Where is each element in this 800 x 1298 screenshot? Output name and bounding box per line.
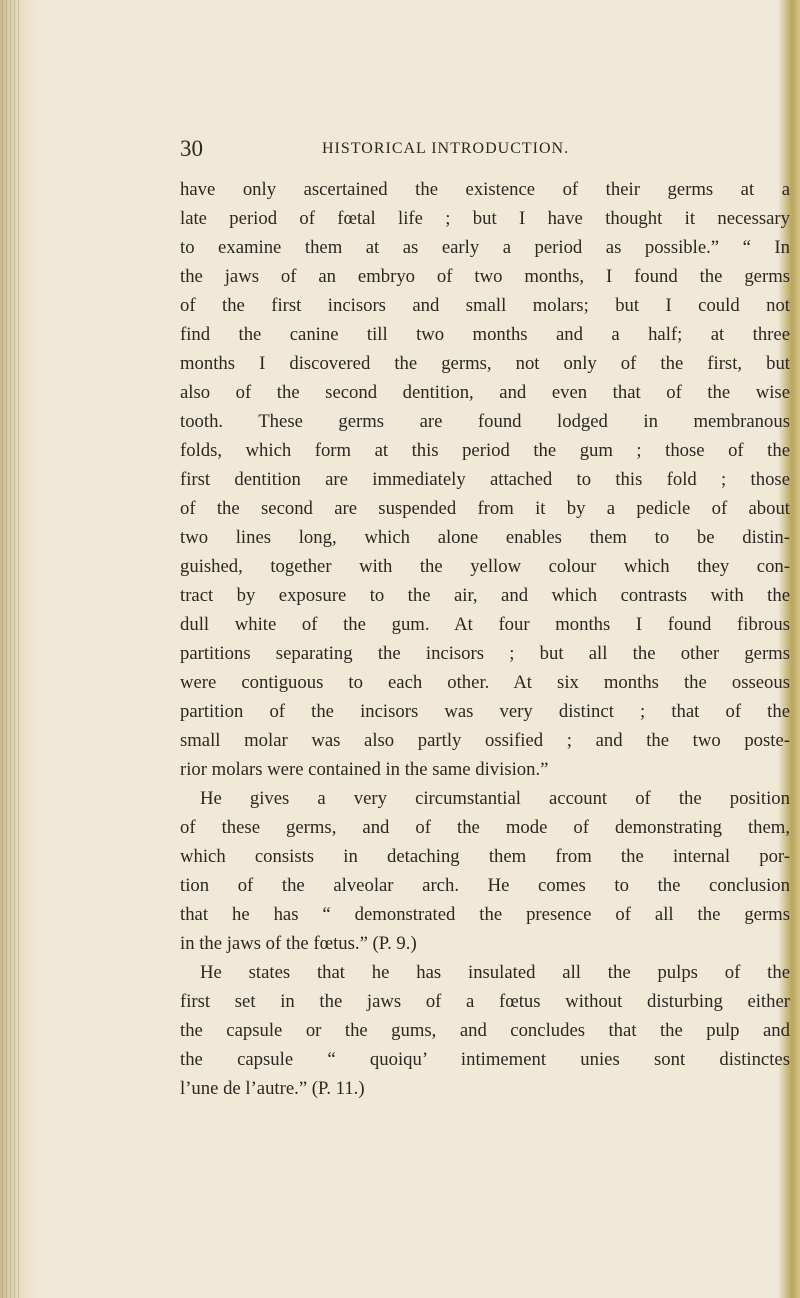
text-line: dull white of the gum. At four months I found fibrous bbox=[180, 614, 790, 635]
page-number: 30 bbox=[180, 136, 203, 161]
text-line: months I discovered the germs, not only of the first, but bbox=[180, 353, 790, 374]
text-line: guished, together with the yellow colour which they con- bbox=[180, 556, 790, 577]
text-line: tract by exposure to the air, and which contrasts with the bbox=[180, 585, 790, 606]
paragraph-first-line: He states that he has insulated all the pulps of the bbox=[200, 962, 790, 983]
text-line: of these germs, and of the mode of demonstrating them, bbox=[180, 817, 790, 838]
text-line: the jaws of an embryo of two months, I found the germs bbox=[180, 266, 790, 287]
paragraph-first-line: He gives a very circumstantial account of the position bbox=[200, 788, 790, 809]
text-line: late period of fœtal life ; but I have thought it necessary bbox=[180, 208, 790, 229]
running-head: HISTORICAL INTRODUCTION. bbox=[322, 140, 570, 157]
text-line: were contiguous to each other. At six months the osseous bbox=[180, 672, 790, 693]
page-header bbox=[180, 134, 640, 164]
text-line: partitions separating the incisors ; but all the other germs bbox=[180, 643, 790, 664]
text-line: the capsule or the gums, and concludes that the pulp and bbox=[180, 1020, 790, 1041]
text-line: to examine them at as early a period as possible.” “ In bbox=[180, 237, 790, 258]
text-line: have only ascertained the existence of their germs at a bbox=[180, 179, 790, 200]
text-line: two lines long, which alone enables them to be distin- bbox=[180, 527, 790, 548]
text-line: which consists in detaching them from the internal por- bbox=[180, 846, 790, 867]
text-line: tooth. These germs are found lodged in membranous bbox=[180, 411, 790, 432]
text-line: of the second are suspended from it by a pedicle of about bbox=[180, 498, 790, 519]
text-line: in the jaws of the fœtus.” (P. 9.) bbox=[180, 933, 417, 954]
text-line: rior molars were contained in the same division.” bbox=[180, 759, 549, 780]
text-line: folds, which form at this period the gum ; those of the bbox=[180, 440, 790, 461]
body-text bbox=[180, 175, 790, 1103]
text-line: find the canine till two months and a half; at three bbox=[180, 324, 790, 345]
scan-page-edges bbox=[2, 0, 22, 1298]
text-line: tion of the alveolar arch. He comes to the conclusion bbox=[180, 875, 790, 896]
text-line: first set in the jaws of a fœtus without disturbing either bbox=[180, 991, 790, 1012]
text-line: of the first incisors and small molars; but I could not bbox=[180, 295, 790, 316]
text-line: first dentition are immediately attached to this fold ; those bbox=[180, 469, 790, 490]
text-line: the capsule “ quoiqu’ intimement unies sont distinctes bbox=[180, 1049, 790, 1070]
text-line: partition of the incisors was very distinct ; that of the bbox=[180, 701, 790, 722]
text-line: small molar was also partly ossified ; and the two poste- bbox=[180, 730, 790, 751]
text-line: l’une de l’autre.” (P. 11.) bbox=[180, 1078, 365, 1099]
text-line: also of the second dentition, and even that of the wise bbox=[180, 382, 790, 403]
text-line: that he has “ demonstrated the presence of all the germs bbox=[180, 904, 790, 925]
